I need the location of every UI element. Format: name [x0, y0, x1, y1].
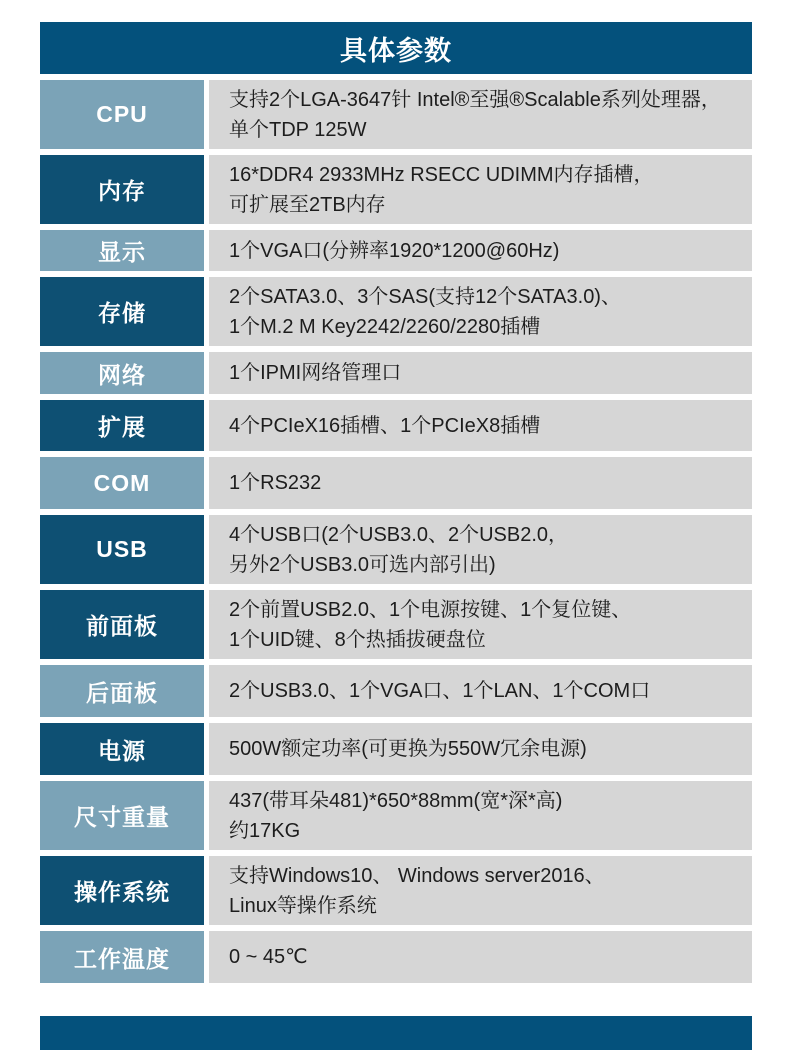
spec-value-line: 2个前置USB2.0、1个电源按键、1个复位键、 [229, 598, 632, 621]
spec-value-line: Linux等操作系统 [229, 894, 377, 917]
spec-row [40, 931, 752, 983]
spec-value-cell [209, 931, 752, 983]
spec-value-cell [209, 781, 752, 850]
spec-label-cell: COM [40, 457, 204, 509]
spec-value-cell [209, 723, 752, 775]
spec-row [40, 80, 752, 149]
spec-label-cell: 扩展 [40, 400, 204, 451]
spec-value-line: 1个RS232 [229, 472, 322, 494]
spec-value-line: 437(带耳朵481)*650*88mm(宽*深*高) [229, 789, 563, 812]
spec-value-cell [209, 590, 752, 659]
spec-row [40, 665, 752, 717]
spec-row [40, 155, 752, 224]
next-section-header-bar [40, 1016, 752, 1050]
spec-label-cell: 后面板 [40, 665, 204, 717]
spec-row [40, 277, 752, 346]
spec-value-cell [209, 400, 752, 451]
spec-value-cell [209, 515, 752, 584]
spec-row [40, 781, 752, 850]
spec-row [40, 856, 752, 925]
spec-value-line: 单个TDP 125W [229, 118, 367, 141]
spec-value-line: 16*DDR4 2933MHz RSECC UDIMM内存插槽， [229, 163, 654, 186]
spec-value-cell [209, 155, 752, 224]
spec-value-cell [209, 277, 752, 346]
spec-value-line: 支持Windows10、 Windows server2016、 [229, 864, 605, 887]
spec-label-cell: 存储 [40, 277, 204, 346]
spec-value-line: 另外2个USB3.0可选内部引出) [229, 553, 496, 576]
spec-label-cell: CPU [40, 80, 204, 149]
spec-row [40, 400, 752, 451]
spec-row [40, 723, 752, 775]
spec-label-cell: 内存 [40, 155, 204, 224]
spec-value-line: 500W额定功率(可更换为550W冗余电源) [229, 738, 587, 760]
spec-value-line: 支持2个LGA-3647针 Intel®至强®Scalable系列处理器， [229, 88, 721, 111]
spec-value-line: 1个VGA口(分辨率1920*1200@60Hz) [229, 239, 560, 262]
spec-row [40, 457, 752, 509]
spec-row [40, 230, 752, 271]
spec-value-line: 4个USB口(2个USB3.0、2个USB2.0， [229, 523, 569, 546]
spec-row [40, 352, 752, 394]
spec-value-cell [209, 457, 752, 509]
spec-label-cell: 尺寸重量 [40, 781, 204, 850]
spec-label-cell: 操作系统 [40, 856, 204, 925]
spec-value-cell [209, 856, 752, 925]
spec-value-line: 1个UID键、8个热插拔硬盘位 [229, 628, 486, 651]
spec-label-cell: 网络 [40, 352, 204, 394]
spec-rows [40, 80, 752, 983]
spec-value-line: 0 ~ 45℃ [229, 946, 308, 968]
spec-value-line: 1个IPMI网络管理口 [229, 362, 402, 384]
spec-value-cell [209, 352, 752, 394]
spec-row [40, 590, 752, 659]
spec-value-line: 1个M.2 M Key2242/2260/2280插槽 [229, 315, 541, 338]
spec-label-cell: 前面板 [40, 590, 204, 659]
spec-value-line: 2个USB3.0、1个VGA口、1个LAN、1个COM口 [229, 680, 651, 702]
table-title-bar [40, 22, 752, 74]
spec-label-cell: USB [40, 515, 204, 584]
spec-value-cell [209, 230, 752, 271]
spec-value-cell [209, 665, 752, 717]
spec-value-line: 2个SATA3.0、3个SAS(支持12个SATA3.0)、 [229, 285, 621, 308]
spec-value-line: 可扩展至2TB内存 [229, 193, 386, 216]
spec-row [40, 515, 752, 584]
table-title: 具体参数 [340, 35, 452, 66]
spec-value-cell [209, 80, 752, 149]
spec-value-line: 4个PCIeX16插槽、1个PCIeX8插槽 [229, 414, 541, 437]
spec-value-line: 约17KG [229, 819, 301, 842]
spec-label-cell: 工作温度 [40, 931, 204, 983]
spec-label-cell: 电源 [40, 723, 204, 775]
spec-label-cell: 显示 [40, 230, 204, 271]
spec-table [40, 22, 752, 983]
